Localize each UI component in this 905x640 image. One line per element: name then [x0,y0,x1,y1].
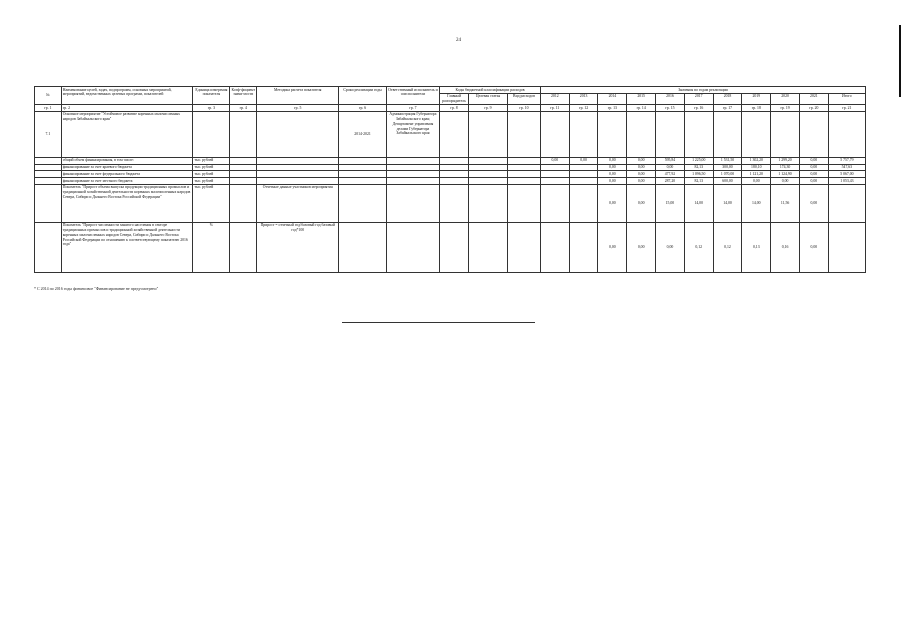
finance-value: 287,20 [656,178,685,185]
indicator-coef [230,222,257,272]
finance-value: 0,00 [627,171,656,178]
indicator-value: 11,56 [771,184,800,222]
indicator-row [35,222,866,272]
indicator-name: Показатель "Прирост численности занятого населения в секторе традиционных промыслов и традиционной хозяйственной деятельности коренных малочисленных народов Севера, Сибири и Дальнего Востока Российской Федерации по отношению к соответствующему показателю 2016 года" [61,222,193,272]
finance-row [35,164,866,171]
finance-value: 1 299,20 [771,157,800,164]
indicator-value: 14,00 [684,184,713,222]
finance-value: 547,63 [828,164,865,171]
finance-row-unit: тыс. рублей [193,157,230,164]
col-number: гр. 20 [799,105,828,112]
finance-value: 0,00 [627,164,656,171]
finance-value: 1 302,20 [742,157,771,164]
indicator-value: 0,12 [684,222,713,272]
finance-value: 0,00 [799,164,828,171]
finance-value: 0,00 [569,157,598,164]
finance-row-unit: тыс. рублей [193,171,230,178]
main-activity-name: Основное мероприятие "Устойчивое развитие коренных малочисленных народов Забайкальского края" [61,111,193,157]
finance-row-label: финансирование за счет местного бюджета [61,178,193,185]
header-year: 2018 [713,93,742,104]
finance-value: 0,00 [627,178,656,185]
finance-value: 477,92 [656,171,685,178]
header-deadline: Сроки реализации годы [339,87,386,105]
finance-value: 595,84 [656,157,685,164]
margin-rule [899,25,901,97]
indicator-row [35,184,866,222]
col-number: гр. 14 [627,105,656,112]
indicator-value [569,222,598,272]
finance-value: 180,10 [742,164,771,171]
col-number: гр. 9 [468,105,507,112]
header-budget-col: Целевая статья [468,93,507,104]
col-number: гр. 5 [257,105,339,112]
footnote: * С 2014 по 2016 годы финансовое "Финансирование не предусмотрено" [34,286,159,291]
finance-value: 5 067,00 [828,171,865,178]
indicator-method: Отчетные данные участников мероприятия [257,184,339,222]
finance-value: 174,30 [771,164,800,171]
col-number: гр. 3 [193,105,230,112]
finance-value [569,171,598,178]
finance-value: 1 531,50 [713,157,742,164]
finance-value [569,164,598,171]
header-name: Наименование целей, задач, подпрограмм, основных мероприятий, мероприятий, ведомственных целевых программ, показателей [61,87,193,105]
finance-value [540,164,569,171]
finance-value: 0,00 [656,164,685,171]
col-number: гр. 17 [713,105,742,112]
indicator-value: 0,00 [598,184,627,222]
finance-row-unit: тыс. рублей [193,178,230,185]
header-year: 2016 [656,93,685,104]
finance-value: 0,00 [598,164,627,171]
header-method: Методика расчета показателя [257,87,339,105]
col-number: гр. 6 [339,105,386,112]
header-coef: Коэф-фициент значи-мости [230,87,257,105]
col-number: гр. 2 [61,105,193,112]
finance-value: 0,00 [771,178,800,185]
finance-value: 1 053,43 [828,178,865,185]
header-year: 2021 [799,93,828,104]
finance-row-label: общий объем финансирования, в том числе: [61,157,193,164]
col-number: гр. 21 [828,105,865,112]
header-budget-col: Главный распорядитель [440,93,469,104]
main-activity-executor: Администрация Губернатора Забайкальского края; Департамент управления делами Губернатора Забайкальского края [386,111,439,157]
col-number: гр. 7 [386,105,439,112]
header-year: 2013 [569,93,598,104]
page-number: 24 [456,38,461,43]
indicator-value [828,222,865,272]
indicator-value: 0,00 [598,222,627,272]
header-row-top [35,87,866,94]
header-year: 2012 [540,93,569,104]
finance-value [569,178,598,185]
header-years-group: Значения по годам реализации [540,87,865,94]
finance-value: 0,00 [799,178,828,185]
finance-row [35,178,866,185]
finance-row-label: финансирование за счет федерального бюджета [61,171,193,178]
col-number: гр. 16 [684,105,713,112]
main-activity-deadline: 2014-2021 [339,111,386,157]
col-number: гр. 15 [656,105,685,112]
closing-rule [342,322,535,323]
finance-value: 0,00 [799,157,828,164]
finance-row-unit: тыс. рублей [193,164,230,171]
finance-row [35,157,866,164]
finance-value: 0,00 [598,178,627,185]
finance-value: 0,00 [598,157,627,164]
col-number: гр. 11 [540,105,569,112]
indicator-method: Прирост = отчетный год/базовый год базовый год*100 [257,222,339,272]
header-year: 2014 [598,93,627,104]
finance-value: 0,00 [627,157,656,164]
finance-value: 5 757,79 [828,157,865,164]
col-number: гр. 10 [507,105,540,112]
header-num: № [35,87,62,105]
header-total: Итого [828,93,865,104]
header-unit: Единица измерения показателя [193,87,230,105]
finance-value: 0,00 [799,171,828,178]
indicator-value [569,184,598,222]
indicator-value [540,222,569,272]
col-number: гр. 12 [569,105,598,112]
finance-row-label: финансирование за счет краевого бюджета [61,164,193,171]
indicator-value: 0,00 [627,184,656,222]
finance-value: 82,13 [684,164,713,171]
header-year: 2020 [771,93,800,104]
header-executor: Ответственный исполнитель и соисполнители [386,87,439,105]
indicator-unit: тыс. рублей [193,184,230,222]
finance-value: 300,00 [713,164,742,171]
header-year: 2015 [627,93,656,104]
finance-value: 0,00 [540,157,569,164]
col-number: гр. 8 [440,105,469,112]
indicator-value: 14,00 [713,184,742,222]
finance-value [540,171,569,178]
finance-value: 82,13 [684,178,713,185]
col-number: гр. 13 [598,105,627,112]
program-table [34,86,866,273]
indicator-value: 0,13 [742,222,771,272]
col-number: гр. 1 [35,105,62,112]
header-year: 2017 [684,93,713,104]
header-budget-group: Коды бюджетной классификации расходов [440,87,541,94]
finance-value [540,178,569,185]
finance-value: 1 096,50 [684,171,713,178]
finance-value: 0,00 [742,178,771,185]
indicator-value: 0,00 [656,222,685,272]
finance-value: 1 121,20 [742,171,771,178]
column-number-row [35,105,866,112]
header-year: 2019 [742,93,771,104]
finance-value: 1 070,00 [713,171,742,178]
indicator-value: 15,00 [656,184,685,222]
indicator-value: 14,00 [742,184,771,222]
indicator-value: 0,00 [799,184,828,222]
finance-value: 1 124,90 [771,171,800,178]
header-budget-col: Вид расходов [507,93,540,104]
col-number: гр. 4 [230,105,257,112]
main-activity-num: 7.1 [35,111,62,157]
finance-value: 600,00 [713,178,742,185]
finance-value: 0,00 [598,171,627,178]
indicator-unit: % [193,222,230,272]
indicator-name: Показатель "Прирост объема выпуска продукции традиционных промыслов и традиционной хозяйственной деятельности коренных малочисленных народов Севера, Сибири и Дальнего Востока Российской Федерации" [61,184,193,222]
indicator-value: 0,00 [627,222,656,272]
indicator-value: 0,12 [713,222,742,272]
indicator-coef [230,184,257,222]
indicator-value: 0,00 [799,222,828,272]
indicator-value [540,184,569,222]
col-number: гр. 18 [742,105,771,112]
col-number: гр. 19 [771,105,800,112]
finance-row [35,171,866,178]
indicator-value: 0,16 [771,222,800,272]
finance-value: 1 225,00 [684,157,713,164]
main-activity-row [35,111,866,157]
indicator-value [828,184,865,222]
